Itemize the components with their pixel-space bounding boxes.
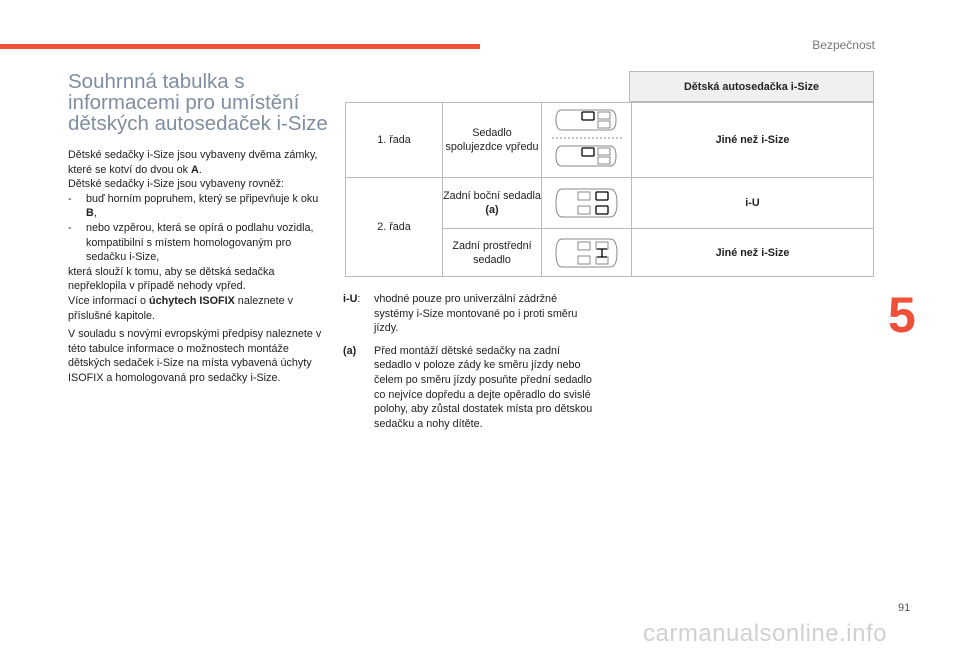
- compatibility-value: Jiné než i-Size: [632, 103, 874, 178]
- car-diagram-cell: [542, 229, 632, 277]
- intro-line-1: Dětské sedačky i-Size jsou vybaveny dvěma zámky, které se kotví do dvou ok A.: [68, 149, 318, 176]
- regulation-paragraph: V souladu s novými evropskými předpisy naleznete v této tabulce informace o možnostech montáže dětských sedaček i-Size na místa vybavená úchyty ISOFIX a homologovaná pro sedačky i-Size.: [68, 328, 322, 384]
- car-front-passenger-icon: [552, 106, 622, 174]
- header-accent-bar: [0, 44, 480, 49]
- legend: [343, 292, 593, 439]
- car-diagram-cell: [542, 178, 632, 229]
- table-header: Dětská autosedačka i-Size: [629, 71, 874, 102]
- watermark: carmanualsonline.info: [643, 620, 887, 647]
- chapter-number: 5: [888, 287, 916, 343]
- isize-table: [345, 71, 874, 276]
- intro-line-4: Více informací o úchytech ISOFIX naleznete v příslušné kapitole.: [68, 294, 294, 322]
- page-number: 91: [898, 602, 911, 614]
- bullet-item: - nebo vzpěrou, která se opírá o podlahu vozidla, kompatibilní s místem homologovaným pro sedačku i-Size,: [68, 221, 314, 264]
- seat-label: Zadní prostřední sedadlo: [443, 229, 542, 277]
- legend-item: i-U: vhodné pouze pro univerzální zádržné systémy i-Size montované po i proti směru jízdy.: [343, 293, 578, 335]
- row-label: 1. řada: [346, 103, 443, 178]
- intro-text: [68, 148, 328, 323]
- car-rear-middle-seat-icon: [552, 236, 622, 270]
- section-label: Bezpečnost: [812, 38, 875, 52]
- legend-item: (a) Před montáží dětské sedačky na zadní sedadlo v poloze zády ke směru jízdy nebo čelem po směru jízdy posuňte přední sedadlo co nejvíce dopředu a dejte opěradlo do svislé polohy, aby zůstal dostatek místa pro dětskou sedačku a nohy dítěte.: [343, 344, 593, 430]
- seat-label: Sedadlo spolujezdce vpředu: [443, 103, 542, 178]
- table-row: [346, 103, 874, 178]
- bullet-item: - buď horním popruhem, který se připevňuje k oku B,: [68, 192, 319, 220]
- compatibility-value: i-U: [632, 178, 874, 229]
- table-row: [346, 178, 874, 229]
- intro-line-3: která slouží k tomu, aby se dětská sedačka nepřeklopila v případě nehody vpřed.: [68, 265, 275, 293]
- compatibility-value: Jiné než i-Size: [632, 229, 874, 277]
- car-rear-side-seats-icon: [552, 186, 622, 220]
- page-title: Souhrnná tabulka s informacemi pro umístění dětských autosedaček i-Size: [68, 70, 328, 135]
- seat-label: Zadní boční sedadla (a): [443, 178, 542, 229]
- car-diagram-cell: [542, 103, 632, 178]
- intro-line-2: Dětské sedačky i-Size jsou vybaveny rovněž:: [68, 178, 285, 191]
- row-label: 2. řada: [346, 178, 443, 277]
